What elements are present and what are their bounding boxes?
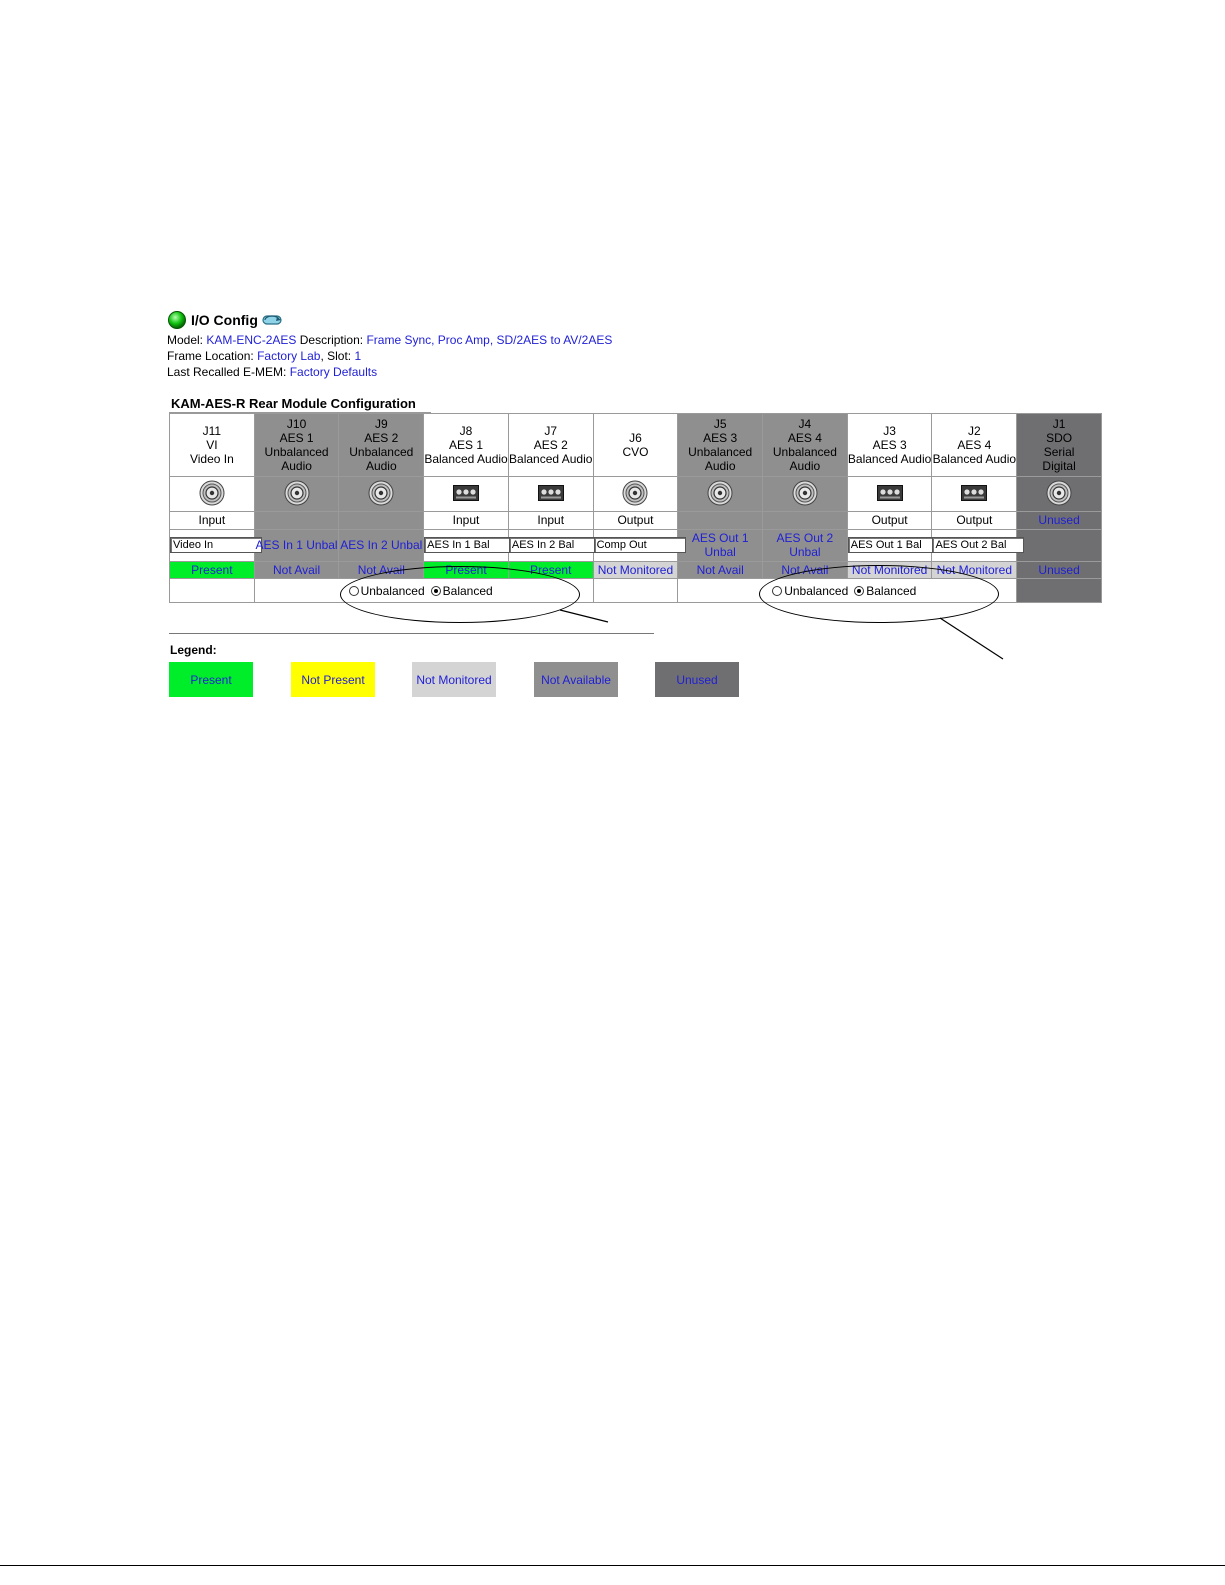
direction-label: Input <box>537 513 565 528</box>
column-header-line: AES 3 <box>872 438 907 452</box>
direction-cell-j5 <box>678 512 763 530</box>
connector-cell-j9 <box>339 477 424 512</box>
direction-cell-j7 <box>508 512 593 530</box>
column-header-line: Audio <box>704 459 736 473</box>
connector-cell-j5 <box>678 477 763 512</box>
frame-location-line <box>167 348 867 364</box>
direction-label: Output <box>617 513 654 528</box>
column-header-line: Audio <box>281 459 312 473</box>
legend-label: Not Monitored <box>416 672 492 687</box>
signal-name-input-j6[interactable] <box>594 537 686 553</box>
column-header-line: Audio <box>789 459 821 473</box>
bnc-connector-icon <box>792 480 818 506</box>
column-header-line: Unbalanced <box>772 445 837 459</box>
bnc-connector-icon <box>707 480 733 506</box>
last-recalled-label: Last Recalled E-MEM: <box>167 365 287 379</box>
column-header-line: J10 <box>286 417 307 431</box>
status-label: Present <box>530 562 572 577</box>
column-header-j7 <box>508 414 593 477</box>
direction-label: Output <box>871 513 908 528</box>
radio-label: Unbalanced <box>360 583 425 598</box>
direction-cell-j10 <box>254 512 339 530</box>
status-cell-j3 <box>847 561 932 579</box>
status-cell-j6 <box>593 561 678 579</box>
column-header-line: AES 4 <box>787 431 822 445</box>
column-header-line: AES 2 <box>364 431 399 445</box>
status-cell-j9 <box>339 561 424 579</box>
page-header <box>167 308 867 380</box>
radio-label: Balanced <box>866 583 917 598</box>
column-header-line: VI <box>206 438 218 452</box>
signal-name-row <box>170 529 1102 561</box>
direction-label: Output <box>956 513 993 528</box>
title-row <box>167 308 867 332</box>
column-header-line: Balanced Audio <box>847 452 932 466</box>
signal-name-input-j11[interactable] <box>170 537 262 553</box>
audio-mode-row <box>170 579 1102 603</box>
column-header-line: J11 <box>202 424 222 438</box>
signal-name-link-j4[interactable]: AES Out 2 Unbal <box>776 531 834 560</box>
bnc-connector-icon <box>1046 480 1072 506</box>
column-header-line: AES 1 <box>449 438 484 452</box>
signal-name-cell-j8 <box>424 529 509 561</box>
signal-name-cell-j7 <box>508 529 593 561</box>
status-label: Not Avail <box>781 562 829 577</box>
bnc-connector-icon <box>368 480 394 506</box>
column-header-line: AES 1 <box>279 431 314 445</box>
frame-location-label: Frame Location: <box>167 349 254 363</box>
direction-cell-j2 <box>932 512 1017 530</box>
input-audio-mode-radio-group <box>349 584 499 598</box>
direction-label: Unused <box>1038 513 1080 528</box>
last-recalled-line <box>167 364 867 380</box>
radio-button[interactable] <box>772 586 782 596</box>
signal-name-cell-j10 <box>254 529 339 561</box>
terminal-block-icon <box>453 485 479 501</box>
column-header-line: J1 <box>1052 417 1066 431</box>
connector-cell-j11 <box>170 477 255 512</box>
signal-name-input-j7[interactable] <box>509 537 601 553</box>
column-header-line: Balanced Audio <box>932 452 1017 466</box>
column-header-line: Audio <box>365 459 397 473</box>
signal-name-cell-j1 <box>1017 529 1102 561</box>
legend-label: Not Present <box>301 672 365 687</box>
column-header-line: AES 3 <box>703 431 738 445</box>
direction-cell-j11 <box>170 512 255 530</box>
status-cell-j8 <box>424 561 509 579</box>
column-header-line: Unbalanced <box>688 445 753 459</box>
legend-label: Present <box>190 672 232 687</box>
column-header-line: J4 <box>798 417 812 431</box>
connector-cell-j2 <box>932 477 1017 512</box>
column-header-line: CVO <box>622 445 649 459</box>
audio-mode-cell-j1 <box>1017 579 1102 603</box>
frame-location-link[interactable]: Factory Lab <box>257 349 321 363</box>
legend-item-not-available <box>534 662 618 697</box>
column-header-line: AES 2 <box>533 438 568 452</box>
legend-rule <box>169 633 654 634</box>
connector-cell-j8 <box>424 477 509 512</box>
direction-cell-j1 <box>1017 512 1102 530</box>
slot-link[interactable]: 1 <box>354 349 362 363</box>
connector-cell-j1 <box>1017 477 1102 512</box>
slot-label: , Slot: <box>320 349 352 363</box>
bnc-connector-icon <box>199 480 225 506</box>
column-header-j8 <box>424 414 509 477</box>
radio-label: Unbalanced <box>784 583 849 598</box>
column-header-line: J8 <box>459 424 473 438</box>
status-label: Not Monitored <box>851 562 928 577</box>
column-header-line: J2 <box>967 424 981 438</box>
status-label: Present <box>445 562 487 577</box>
signal-name-cell-j4 <box>763 529 848 561</box>
column-header-line: Balanced Audio <box>424 452 508 466</box>
column-header-line: Digital <box>1042 459 1076 473</box>
connector-cell-j4 <box>763 477 848 512</box>
status-label: Not Avail <box>273 562 321 577</box>
status-label: Unused <box>1038 562 1080 577</box>
status-label: Not Monitored <box>597 562 674 577</box>
signal-name-input-j8[interactable] <box>424 537 516 553</box>
audio-mode-cell-j6 <box>593 579 678 603</box>
radio-button[interactable] <box>854 586 864 596</box>
column-header-line: J6 <box>629 431 642 445</box>
radio-option-balanced[interactable] <box>854 584 916 598</box>
column-header-j9 <box>339 414 424 477</box>
status-label: Not Avail <box>357 562 405 577</box>
legend-item-not-present <box>291 662 375 697</box>
refresh-icon[interactable] <box>262 312 282 328</box>
bnc-connector-icon <box>622 480 648 506</box>
page-bottom-rule <box>0 1565 1225 1566</box>
status-label: Not Monitored <box>936 562 1013 577</box>
direction-cell-j3 <box>847 512 932 530</box>
column-header-j10 <box>254 414 339 477</box>
status-cell-j10 <box>254 561 339 579</box>
column-header-line: J5 <box>713 417 727 431</box>
column-header-line: AES 4 <box>957 438 992 452</box>
model-line <box>167 332 867 348</box>
bnc-connector-icon <box>284 480 310 506</box>
column-header-line: J3 <box>883 424 896 438</box>
signal-name-input-j2[interactable] <box>932 537 1024 553</box>
signal-name-link-j9[interactable]: AES In 2 Unbal <box>340 538 423 553</box>
signal-name-cell-j3 <box>847 529 932 561</box>
radio-option-unbalanced[interactable] <box>772 584 848 598</box>
direction-cell-j6 <box>593 512 678 530</box>
status-label: Not Avail <box>696 562 744 577</box>
column-header-j1 <box>1017 414 1102 477</box>
radio-button[interactable] <box>349 586 359 596</box>
header-row <box>170 414 1102 477</box>
radio-option-unbalanced[interactable] <box>349 584 425 598</box>
signal-name-cell-j11 <box>170 529 255 561</box>
audio-mode-cell-outputs <box>678 579 1017 603</box>
status-cell-j11 <box>170 561 255 579</box>
column-header-j5 <box>678 414 763 477</box>
column-header-line: J9 <box>374 417 388 431</box>
legend-label: Not Available <box>541 672 611 687</box>
connector-cell-j6 <box>593 477 678 512</box>
column-header-j6 <box>593 414 678 477</box>
legend-item-not-monitored <box>412 662 496 697</box>
direction-label: Input <box>452 513 480 528</box>
connector-row <box>170 477 1102 512</box>
status-cell-j1 <box>1017 561 1102 579</box>
column-header-line: Unbalanced <box>264 445 329 459</box>
column-header-j4 <box>763 414 848 477</box>
signal-name-cell-j5 <box>678 529 763 561</box>
direction-cell-j4 <box>763 512 848 530</box>
legend-label: Unused <box>676 672 718 687</box>
radio-label: Balanced <box>442 583 493 598</box>
radio-button[interactable] <box>431 586 441 596</box>
column-header-line: Balanced Audio <box>509 452 593 466</box>
status-cell-j4 <box>763 561 848 579</box>
description-label: Description: <box>299 333 364 347</box>
signal-name-cell-j9 <box>339 529 424 561</box>
terminal-block-icon <box>961 485 987 501</box>
column-header-line: Serial <box>1043 445 1075 459</box>
signal-name-input-j3[interactable] <box>848 537 940 553</box>
column-header-line: Video In <box>189 452 234 466</box>
model-link[interactable]: KAM-ENC-2AES <box>206 333 297 347</box>
page-title: I/O Config <box>191 312 258 328</box>
audio-mode-cell-inputs <box>254 579 593 603</box>
connector-cell-j3 <box>847 477 932 512</box>
output-audio-mode-radio-group <box>772 584 922 598</box>
direction-cell-j8 <box>424 512 509 530</box>
signal-name-cell-j6 <box>593 529 678 561</box>
direction-label: Input <box>198 513 226 528</box>
audio-mode-cell-j11 <box>170 579 255 603</box>
connector-cell-j7 <box>508 477 593 512</box>
column-header-j11 <box>170 414 255 477</box>
status-label: Present <box>191 562 233 577</box>
status-cell-j2 <box>932 561 1017 579</box>
terminal-block-icon <box>538 485 564 501</box>
terminal-block-icon <box>877 485 903 501</box>
column-header-line: Unbalanced <box>349 445 414 459</box>
status-cell-j7 <box>508 561 593 579</box>
legend-item-present <box>169 662 253 697</box>
connector-cell-j10 <box>254 477 339 512</box>
radio-option-balanced[interactable] <box>431 584 493 598</box>
green-led-icon <box>167 310 187 330</box>
signal-name-link-j10[interactable]: AES In 1 Unbal <box>255 538 338 553</box>
legend-item-unused <box>655 662 739 697</box>
status-row <box>170 561 1102 579</box>
column-header-j3 <box>847 414 932 477</box>
direction-cell-j9 <box>339 512 424 530</box>
column-header-line: J7 <box>544 424 558 438</box>
model-label: Model: <box>167 333 204 347</box>
table-title: KAM-AES-R Rear Module Configuration <box>171 396 416 411</box>
signal-name-cell-j2 <box>932 529 1017 561</box>
status-cell-j5 <box>678 561 763 579</box>
signal-name-link-j5[interactable]: AES Out 1 Unbal <box>691 531 749 560</box>
column-header-j2 <box>932 414 1017 477</box>
io-config-table <box>169 413 1102 603</box>
legend-title: Legend: <box>170 643 217 657</box>
column-header-line: SDO <box>1046 431 1073 445</box>
direction-row <box>170 512 1102 530</box>
last-recalled-link[interactable]: Factory Defaults <box>289 365 378 379</box>
description-link[interactable]: Frame Sync, Proc Amp, SD/2AES to AV/2AES <box>366 333 613 347</box>
